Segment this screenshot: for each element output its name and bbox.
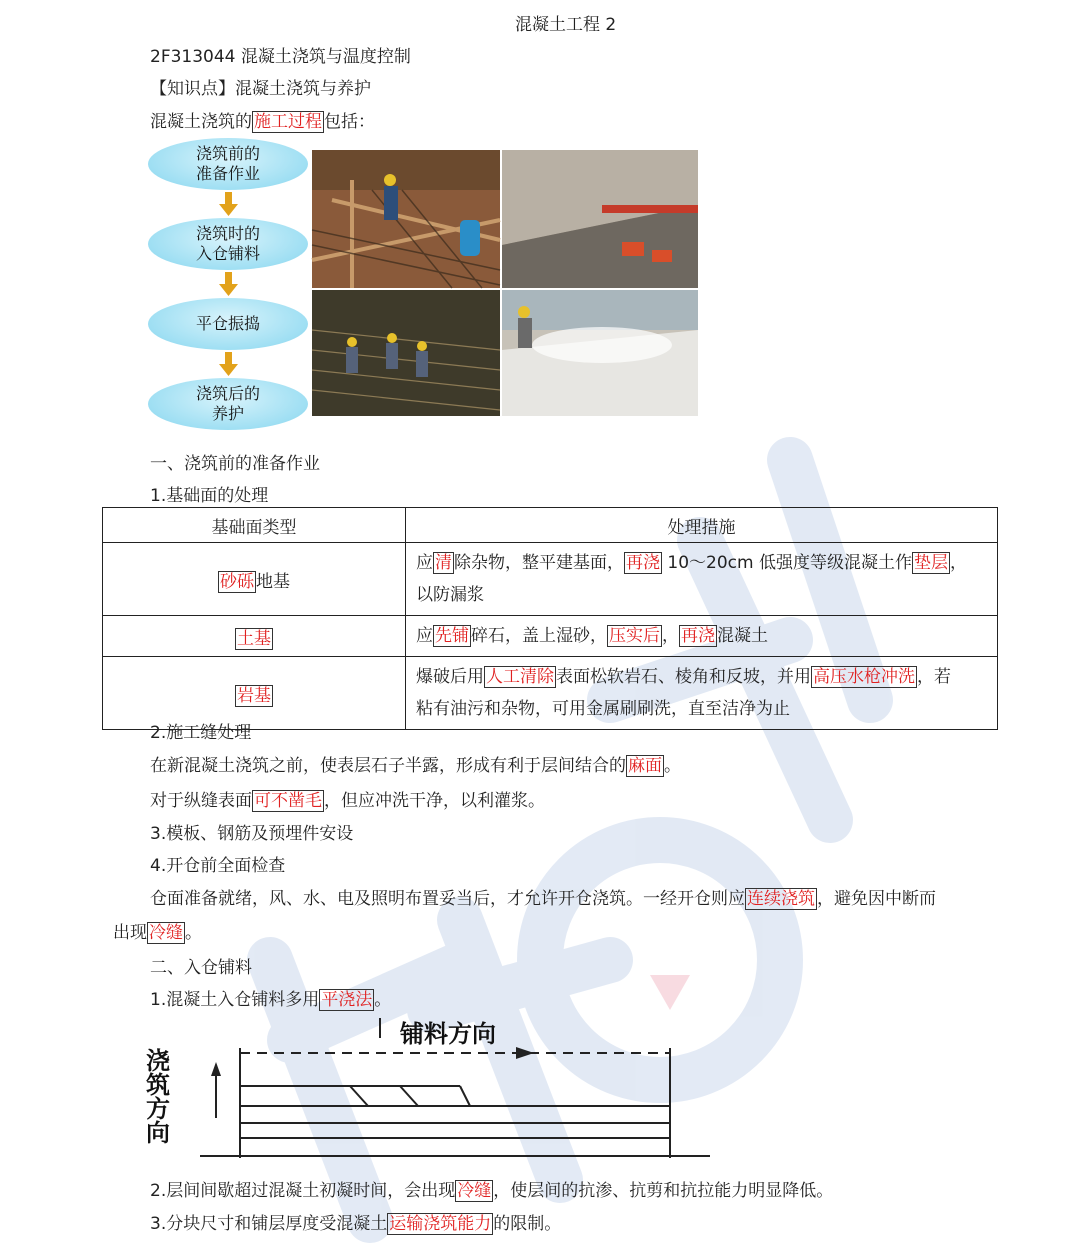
photo-vibration [312, 290, 500, 416]
paragraph: 3.分块尺寸和铺层厚度受混凝土 运输浇筑能力 的限制。 [150, 1214, 562, 1234]
table-cell: 岩基 [103, 657, 406, 730]
sub-heading: 2.施工缝处理 [150, 723, 252, 743]
flow-arrows [148, 138, 310, 438]
page-title: 混凝土工程 2 [515, 15, 617, 35]
part2-heading: 二、入仓铺料 [150, 958, 252, 978]
paragraph: 对于纵缝表面 可不凿毛 ，但应冲洗干净，以利灌浆。 [150, 791, 545, 811]
photo-curing [502, 290, 698, 416]
table-header: 处理措施 [406, 508, 998, 543]
paragraph: 出现 冷缝 。 [113, 923, 202, 943]
table-row [103, 616, 998, 657]
paragraph: 1.混凝土入仓铺料多用 平浇法 。 [150, 990, 392, 1010]
table-cell: 爆破后用 人工清除 表面松软岩石、棱角和反坡，并用 高压水枪冲洗 ，若 粘有油污和杂物，可用金属刷刷洗，直至洁净为止 [406, 657, 998, 730]
paragraph: 2.层间间歇超过混凝土初凝时间，会出现 冷缝 ，使层间的抗渗、抗剪和抗拉能力明显降低。 [150, 1181, 834, 1201]
intro-line: 混凝土浇筑的 施工过程 包括： [150, 112, 375, 132]
section-title: 2F313044 混凝土浇筑与温度控制 [150, 47, 411, 67]
photo-formwork [312, 150, 500, 288]
flow-step: 浇筑前的 准备作业 [148, 138, 308, 190]
table-header: 基础面类型 [103, 508, 406, 543]
construction-photos [312, 150, 698, 416]
sub-heading: 1.基础面的处理 [150, 486, 269, 506]
sub-heading: 4.开仓前全面检查 [150, 856, 286, 876]
flow-step: 浇筑时的 入仓铺料 [148, 218, 308, 270]
table-row [103, 543, 998, 616]
table-cell: 土基 [103, 616, 406, 657]
sub-heading: 3.模板、钢筋及预埋件安设 [150, 824, 354, 844]
layering-diagram [141, 1018, 710, 1168]
flow-step: 浇筑后的 养护 [148, 378, 308, 430]
knowledge-point: 【知识点】混凝土浇筑与养护 [150, 79, 371, 99]
table-cell: 应 先铺 碎石，盖上湿砂， 压实后 ， 再浇 混凝土 [406, 616, 998, 657]
direction-label-horizontal: 铺料方向 [400, 1019, 496, 1048]
paragraph: 在新混凝土浇筑之前，使表层石子半露，形成有利于层间结合的 麻面 。 [150, 756, 681, 776]
flow-step: 平仓振捣 [148, 298, 308, 350]
table-cell: 砂砾 地基 [103, 543, 406, 616]
paragraph: 仓面准备就绪，风、水、电及照明布置妥当后，才允许开仓浇筑。一经开仓则应 连续浇筑 ，避免因中断而 [150, 889, 936, 909]
foundation-table [102, 507, 998, 730]
photo-dam-site [502, 150, 698, 288]
direction-label-vertical: 浇筑方向 [141, 1048, 171, 1144]
table-cell: 应 清 除杂物，整平建基面， 再浇 10～20cm 低强度等级混凝土作 垫层 ， 以防漏浆 [406, 543, 998, 616]
process-flow [148, 138, 310, 438]
table-header-row [103, 508, 998, 543]
part1-heading: 一、浇筑前的准备作业 [150, 454, 320, 474]
